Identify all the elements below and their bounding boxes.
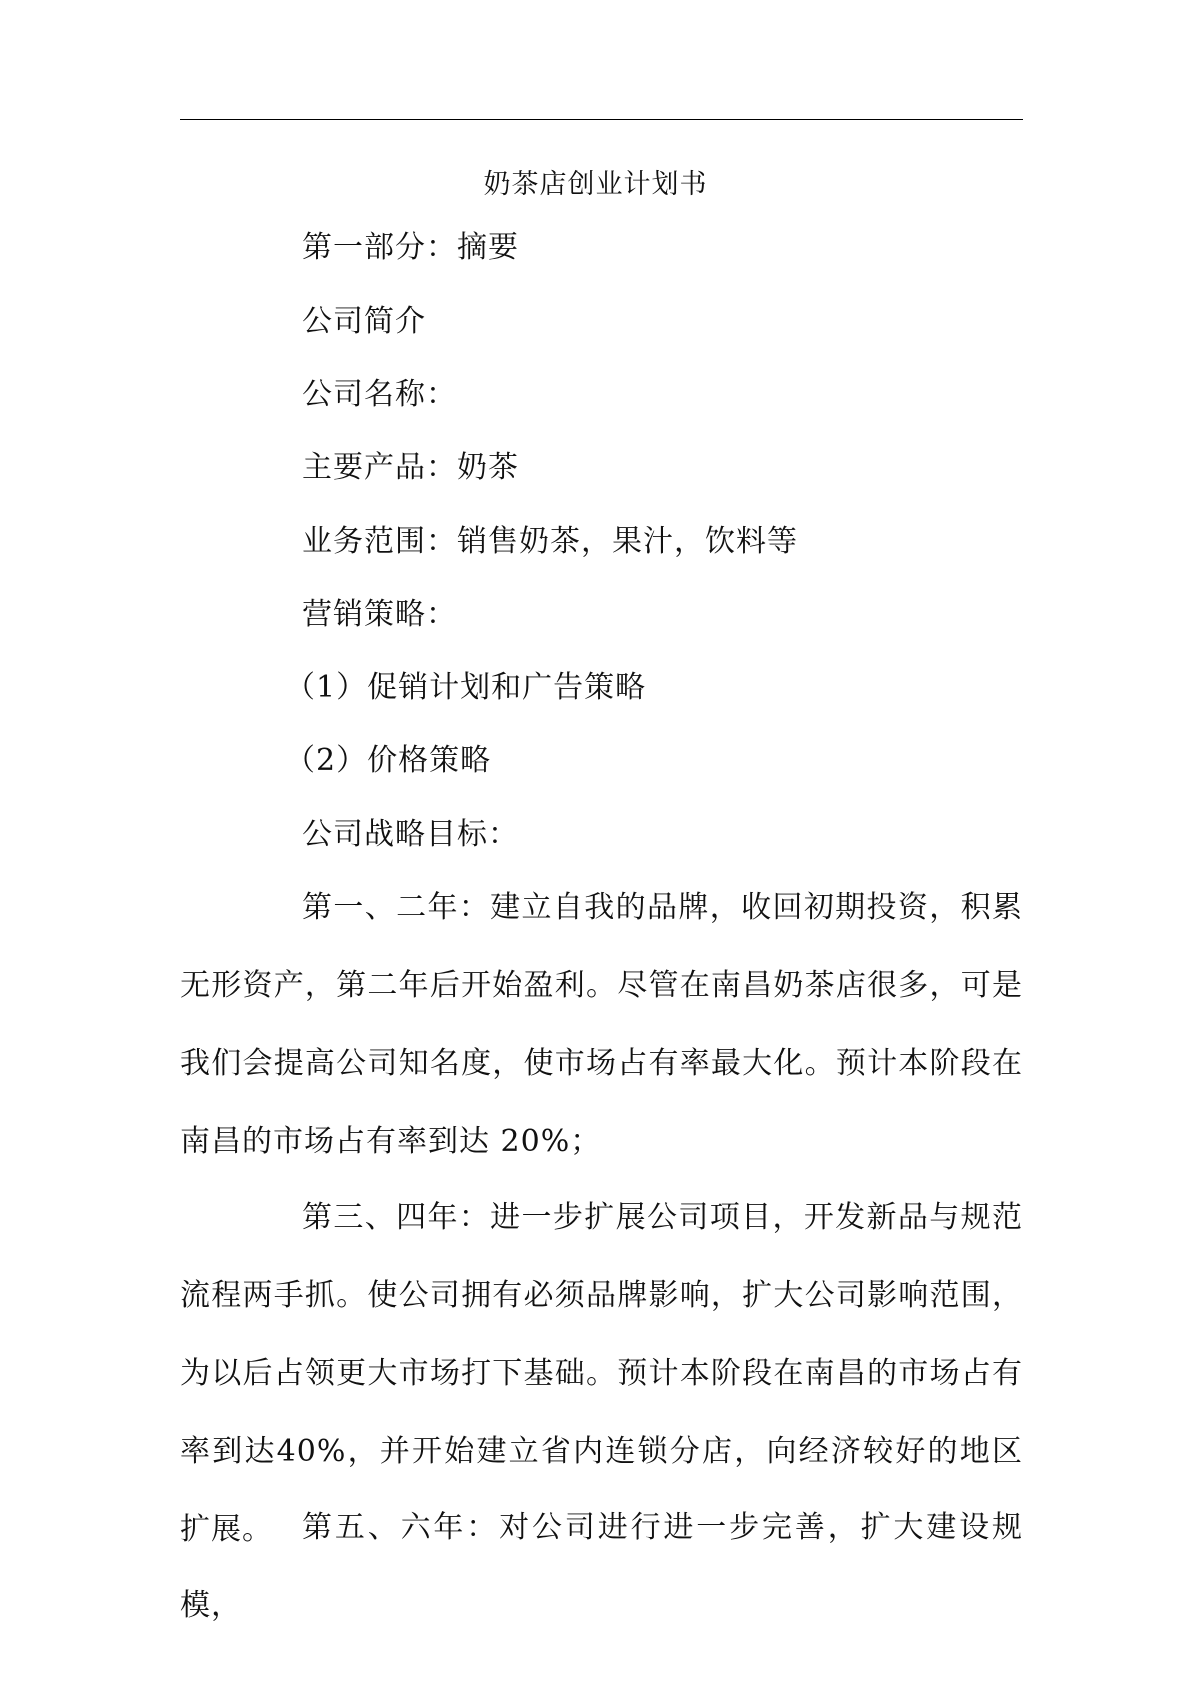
body-paragraph-2: 第三、四年：进一步扩展公司项目，开发新品与规范流程两手抓。使公司拥有必须品牌影响，扩大公司影响范围，为以后占领更大市场打下基础。预计本阶段在南昌的市场占有率到达40%，并开始建立省内连锁分店，向经济较好的地区扩展。 [180, 1200, 1023, 1547]
strategy-heading: 公司战略目标： [302, 817, 519, 852]
main-products-line: 主要产品：奶茶 [302, 450, 519, 485]
section-heading: 第一部分：摘要 [302, 230, 519, 265]
document-title: 奶茶店创业计划书 [483, 169, 708, 200]
body-paragraph-1: 第一、二年：建立自我的品牌，收回初期投资，积累无形资产，第二年后开始盈利。尽管在南昌奶茶店很多，可是我们会提高公司知名度，使市场占有率最大化。预计本阶段在南昌的市场占有率到达 20%； [180, 890, 1023, 1159]
body-paragraph-3: 第五、六年：对公司进行进一步完善，扩大建设规模， [180, 1510, 1023, 1623]
business-scope-line: 业务范围：销售奶茶，果汁，饮料等 [302, 524, 798, 559]
marketing-item-2: （2）价格策略 [285, 743, 492, 778]
marketing-item-1: （1）促销计划和广告策略 [285, 670, 647, 705]
marketing-heading: 营销策略： [302, 597, 457, 632]
header-rule [180, 119, 1023, 120]
company-intro-heading: 公司简介 [302, 304, 426, 339]
company-name-label: 公司名称： [302, 377, 457, 412]
